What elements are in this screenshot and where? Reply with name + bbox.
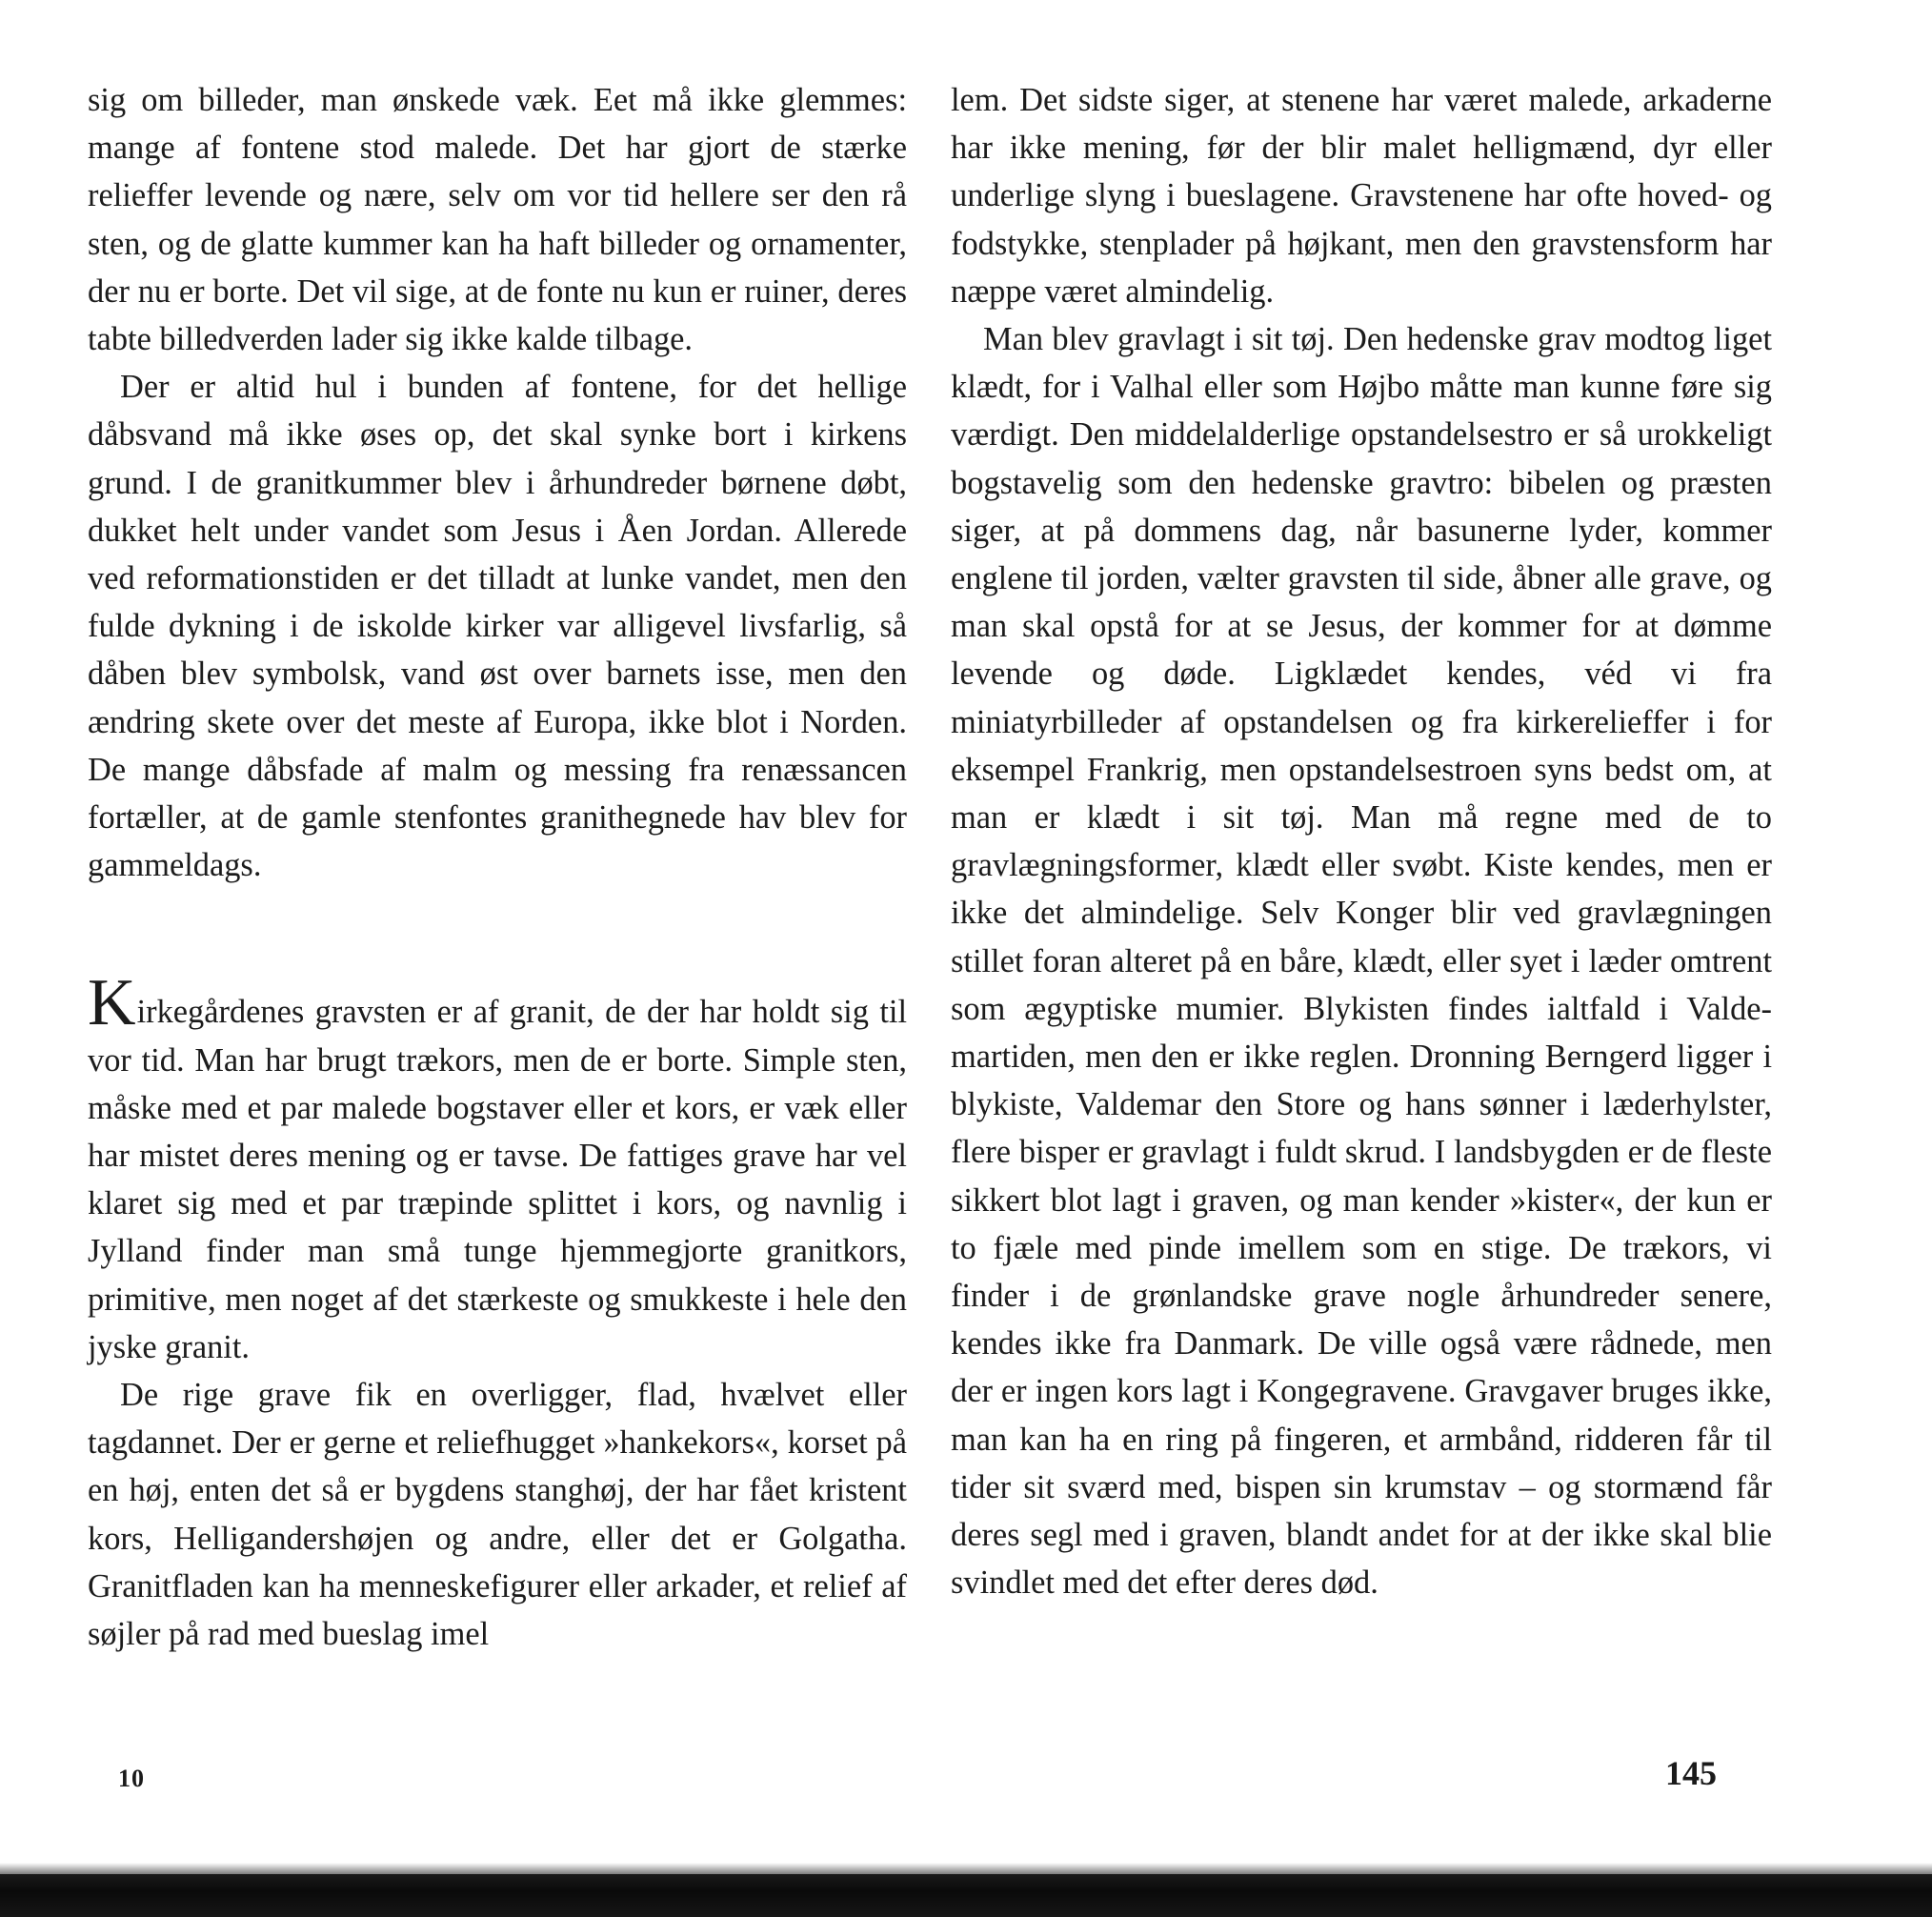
paragraph: sig om billeder, man ønskede væk. Eet må ikke glemmes: mange af fontene stod malede. Det har gjort de stærke relieffer levende og nære, selv om vor tid hellere ser den rå sten, og de glatte kummer kan ha haft billeder og ornamenter, der nu er borte. Det vil sige, at de fonte nu kun er ruiner, deres tabte billedverden lader sig ikke kalde tilbage. bbox=[88, 82, 907, 358]
section-opening-paragraph bbox=[88, 966, 907, 1371]
paragraph-text: irkegårdenes gravsten er af granit, de der har holdt sig til vor tid. Man har brugt trækors, men de er borte. Simple sten, måske med et par malede bogstaver eller et kors, er væk eller har mistet deres mening og er tavse. De fattiges grave har vel klaret sig med et par træpinde splittet i kors, og navnlig i Jylland finder man små tunge hjemmegjorte granitkors, primitive, men noget af det stærkeste og smukkeste i hele den jyske granit. bbox=[88, 994, 907, 1365]
paragraph: Der er altid hul i bunden af fontene, for det hellige dåbsvand må ikke øses op, det skal synke bort i kirkens grund. I de granitkummer blev i århundreder børnene døbt, dukket helt under vandet som Jesus i Åen Jordan. Allerede ved reformationstiden er det tilladt at lunke vandet, men den fulde dykning i de iskolde kirker var alligevel livsfarlig, så dåben blev symbolsk, vand øst over barnets isse, men den ændring skete over det meste af Europa, ikke blot i Norden. De mange dåbsfade af malm og messing fra renæssancen fortæller, at de gamle stenfontes granithegnede hav blev for gammeldags. bbox=[88, 369, 907, 884]
section-break bbox=[88, 889, 907, 984]
book-edge-band bbox=[0, 1874, 1932, 1917]
right-page-column bbox=[951, 76, 1772, 1607]
left-page-column bbox=[88, 76, 907, 1658]
page-number-right: 145 bbox=[1665, 1754, 1717, 1792]
paragraph: Man blev gravlagt i sit tøj. Den hedenske grav modtog liget klædt, for i Valhal eller som Højbo måtte man kunne føre sig værdigt. Den middelalderlige opstandelsestro er så urokkeligt bogstavelig som den hedenske gravtro: bibelen og præsten siger, at på dommens dag, når basunerne lyder, kommer englene til jorden, vælter gravsten til side, åbner alle grave, og man skal opstå for at se Jesus, der kommer for at dømme levende og døde. Ligklædet kendes, véd vi fra miniatyrbilleder af opstandelsen og fra kirkerelieffer i for eksempel Frankrig, men opstandelsestroen syns bedst om, at man er klædt i sit tøj. Man må regne med de to gravlægningsformer, klædt eller svøbt. Kiste kendes, men er ikke det almindelige. Selv Konger blir ved gravlægningen stillet foran alteret på en båre, klædt, eller syet i læder omtrent som ægyptiske mumier. Blykisten findes ialtfald i Valdemartiden, men den er ikke reglen. Dronning Berngerd ligger i blykiste, Valdemar den Store og hans sønner i læderhylster, flere bisper er gravlagt i fuldt skrud. I landsbygden er de fleste sikkert blot lagt i graven, og man kender »kister«, der kun er to fjæle med pinde imellem som en stige. De trækors, vi finder i de grønlandske grave nogle århundreder senere, kendes ikke fra Danmark. De ville også være rådnede, men der er ingen kors lagt i Kongegravene. Gravgaver bruges ikke, man kan ha en ring på fingeren, et armbånd, ridderen får til tider sit sværd med, bispen sin krumstav – og stormænd får deres segl med i graven, blandt andet for at der ikke skal blie svindlet med det efter deres død. bbox=[951, 321, 1772, 1602]
paragraph: lem. Det sidste siger, at stenene har været malede, arkaderne har ikke mening, før der blir malet helligmænd, dyr eller underlige slyng i bueslagene. Gravstenene har ofte hoved- og fodstykke, stenplader på højkant, men den gravstensform har næppe været almindelig. bbox=[951, 82, 1772, 310]
page-number-left: 10 bbox=[118, 1765, 145, 1792]
drop-cap: K bbox=[88, 966, 136, 1040]
paragraph: De rige grave fik en overligger, flad, hvælvet eller tagdannet. Der er gerne et reliefhugget »hankekors«, korset på en høj, enten det så er bygdens stanghøj, der har fået kristent kors, Helligandershøjen og andre, eller det er Golgatha. Granitfladen kan ha menneskefigurer eller arkader, et relief af søjler på rad med bueslag imel bbox=[88, 1377, 907, 1653]
page-edge-shadow bbox=[0, 1863, 1932, 1874]
